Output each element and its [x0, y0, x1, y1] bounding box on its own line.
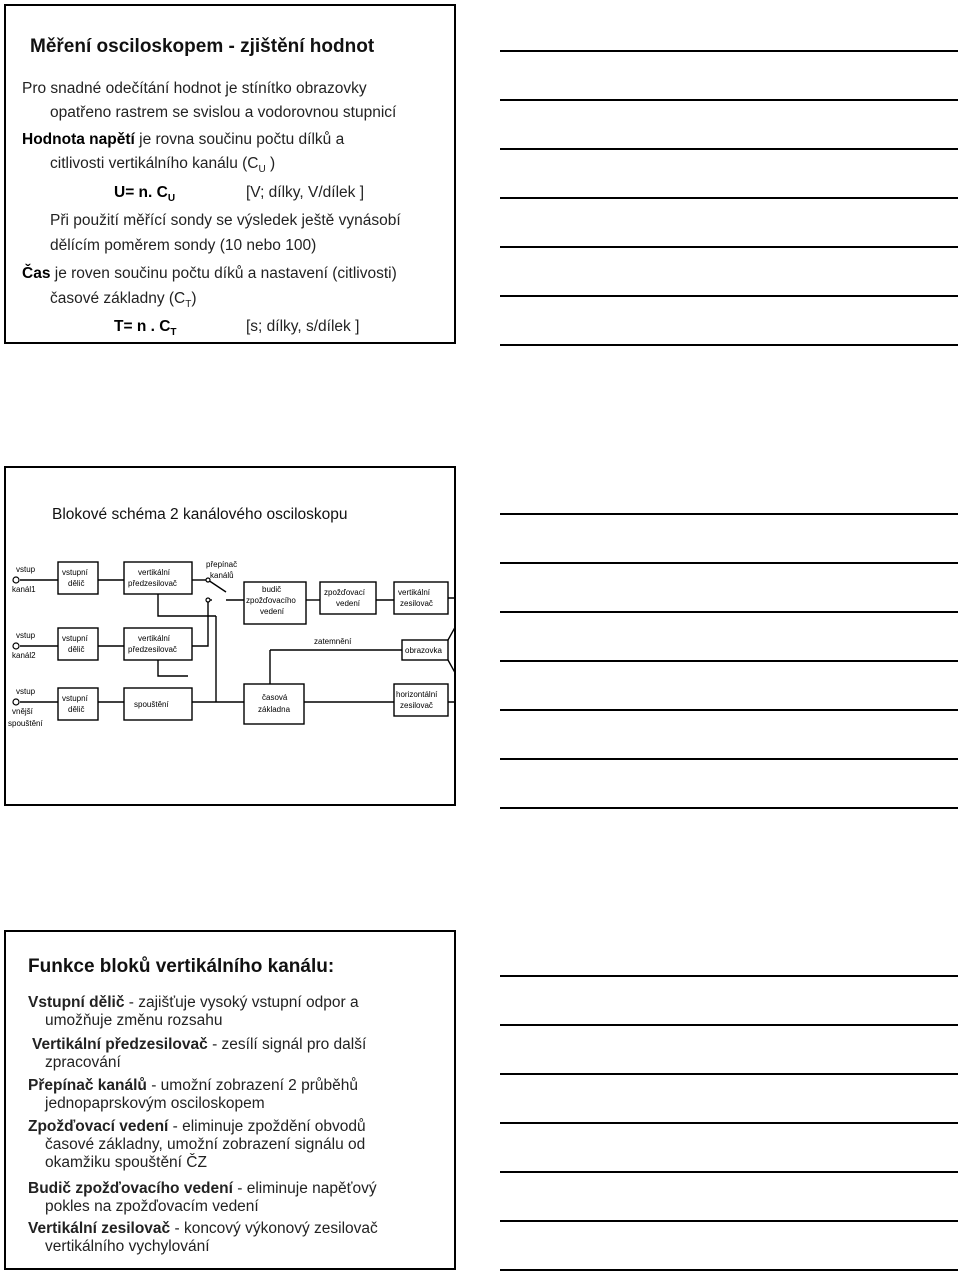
item-text: jednopaprskovým osciloskopem [45, 1095, 265, 1112]
bold-term: Hodnota napětí [22, 131, 135, 148]
item-text: vertikálního vychylování [45, 1238, 210, 1255]
note-line [500, 295, 958, 297]
block-label: spouštění [134, 700, 169, 709]
text-line [50, 290, 197, 310]
block-label: předzesilovač [128, 579, 177, 588]
item-text: umožňuje změnu rozsahu [45, 1012, 223, 1029]
label-input-3: vstup [16, 687, 36, 696]
crt-funnel [448, 622, 456, 678]
block-label: zpožďovacího [246, 596, 296, 605]
note-line [500, 975, 958, 977]
block-label: zesilovač [400, 701, 433, 710]
subscript: U [167, 193, 176, 205]
note-line [500, 807, 958, 809]
text-line: dělícím poměrem sondy (10 nebo 100) [50, 237, 317, 254]
text-span: je rovna součinu počtu dílků a [134, 131, 345, 148]
note-line [500, 611, 958, 613]
note-line [500, 50, 958, 52]
item-term: Přepínač kanálů [28, 1077, 147, 1094]
label-input-1b: kanál1 [12, 585, 36, 594]
switch-label: přepínač [206, 560, 238, 569]
text-line: opatřeno rastrem se svislou a vodorovnou stupnicí [50, 104, 397, 121]
item-term: Vstupní dělič [28, 994, 125, 1011]
text-line [50, 155, 275, 175]
block-label: dělič [68, 579, 85, 588]
note-line [500, 513, 958, 515]
item-term: Vertikální předzesilovač [32, 1036, 208, 1053]
block-label: vertikální [138, 634, 171, 643]
text-span: ) [191, 290, 197, 307]
note-line [500, 99, 958, 101]
text-span: ) [265, 155, 276, 172]
item-text: - zajišťuje vysoký vstupní odpor a [124, 994, 359, 1011]
block-label: časová [262, 693, 288, 702]
switch-contact [206, 598, 210, 602]
input-terminal [13, 699, 19, 705]
list-item [28, 1180, 377, 1216]
switch-label: kanálů [210, 571, 234, 580]
list-item [28, 1118, 366, 1172]
item-term: Zpožďovací vedení [28, 1118, 169, 1135]
block-preamp-2 [124, 628, 192, 660]
text-span: je roven součinu počtu díků a nastavení (citlivosti) [50, 265, 397, 282]
list-item [28, 1077, 358, 1113]
text-line [22, 131, 344, 149]
block-horizontal-amp [394, 684, 448, 716]
block-label: základna [258, 705, 291, 714]
item-text: pokles na zpožďovacím vedení [45, 1198, 259, 1215]
block-label: vstupní [62, 634, 88, 643]
block-label: vertikální [398, 588, 431, 597]
note-line [500, 148, 958, 150]
slide-title: Funkce bloků vertikálního kanálu: [28, 956, 335, 977]
item-text: - koncový výkonový zesilovač [170, 1220, 378, 1237]
item-term: Budič zpožďovacího vedení [28, 1180, 233, 1197]
label-input-3c: spouštění [8, 719, 43, 728]
text-span: časové základny (C [50, 290, 186, 307]
note-line [500, 709, 958, 711]
subscript: T [185, 299, 192, 311]
note-line [500, 197, 958, 199]
slide-vertical-channel-functions [4, 930, 456, 1270]
item-text: okamžiku spouštění ČZ [45, 1154, 207, 1171]
subscript: T [170, 327, 177, 339]
note-line [500, 758, 958, 760]
label-input-1: vstup [16, 565, 36, 574]
item-text: - eliminuje zpoždění obvodů [168, 1118, 366, 1135]
block-label: obrazovka [405, 646, 442, 655]
block-label: vertikální [138, 568, 171, 577]
block-input-divider-1 [58, 562, 98, 594]
item-text: zpracování [45, 1054, 121, 1071]
block-label: budič [262, 585, 282, 594]
note-line [500, 660, 958, 662]
note-line [500, 1024, 958, 1026]
note-line [500, 344, 958, 346]
text-line: Při použití měřící sondy se výsledek ještě vynásobí [50, 212, 401, 229]
block-input-divider-2 [58, 628, 98, 660]
block-label: dělič [68, 645, 85, 654]
slide-measurement [4, 4, 456, 344]
list-item [32, 1036, 366, 1072]
block-label: zesilovač [400, 599, 433, 608]
input-terminal [13, 643, 19, 649]
block-label: dělič [68, 705, 85, 714]
block-label: předzesilovač [128, 645, 177, 654]
note-line [500, 1171, 958, 1173]
oscilloscope-block-diagram [8, 556, 456, 740]
formula-units: [s; dílky, s/dílek ] [246, 318, 360, 335]
text-line [22, 265, 397, 283]
item-text: - zesílí signál pro další [207, 1036, 367, 1053]
item-text: časové základny, umožní zobrazení signálu od [45, 1136, 366, 1153]
note-line [500, 1269, 958, 1271]
note-line [500, 246, 958, 248]
item-term: Vertikální zesilovač [28, 1220, 171, 1237]
label-blanking: zatemnění [314, 637, 352, 646]
slide-block-diagram [4, 466, 456, 806]
list-item [28, 1220, 378, 1256]
item-text: - eliminuje napěťový [232, 1180, 377, 1197]
block-timebase [244, 684, 304, 724]
block-vertical-amp [394, 582, 448, 614]
input-terminal [13, 577, 19, 583]
label-input-2b: kanál2 [12, 651, 36, 660]
block-input-divider-3 [58, 688, 98, 720]
list-item [28, 994, 359, 1030]
block-preamp-1 [124, 562, 192, 594]
block-delay-line [320, 582, 376, 614]
slide-title: Blokové schéma 2 kanálového osciloskopu [52, 506, 348, 523]
formula-units: [V; dílky, V/dílek ] [246, 184, 365, 201]
slide-title: Měření osciloskopem - zjištění hodnot [30, 36, 375, 57]
text-line: Pro snadné odečítání hodnot je stínítko obrazovky [22, 80, 367, 97]
note-line [500, 1220, 958, 1222]
label-input-2: vstup [16, 631, 36, 640]
formula-text: T= n . C [114, 318, 171, 335]
block-label: zpožďovací [324, 588, 365, 597]
block-label: horizontální [396, 690, 438, 699]
note-line [500, 1073, 958, 1075]
block-label: vstupní [62, 568, 88, 577]
block-label: vedení [260, 607, 285, 616]
bold-term: Čas [22, 265, 51, 282]
item-text: - umožní zobrazení 2 průběhů [146, 1077, 358, 1094]
formula-text: U= n. C [114, 184, 168, 201]
text-span: citlivosti vertikálního kanálu (C [50, 155, 259, 172]
block-label: vedení [336, 599, 361, 608]
subscript: U [258, 164, 266, 176]
note-line [500, 1122, 958, 1124]
note-line [500, 562, 958, 564]
formula-voltage [114, 184, 175, 204]
block-label: vstupní [62, 694, 88, 703]
label-input-3b: vnější [12, 707, 33, 716]
formula-time [114, 318, 177, 338]
